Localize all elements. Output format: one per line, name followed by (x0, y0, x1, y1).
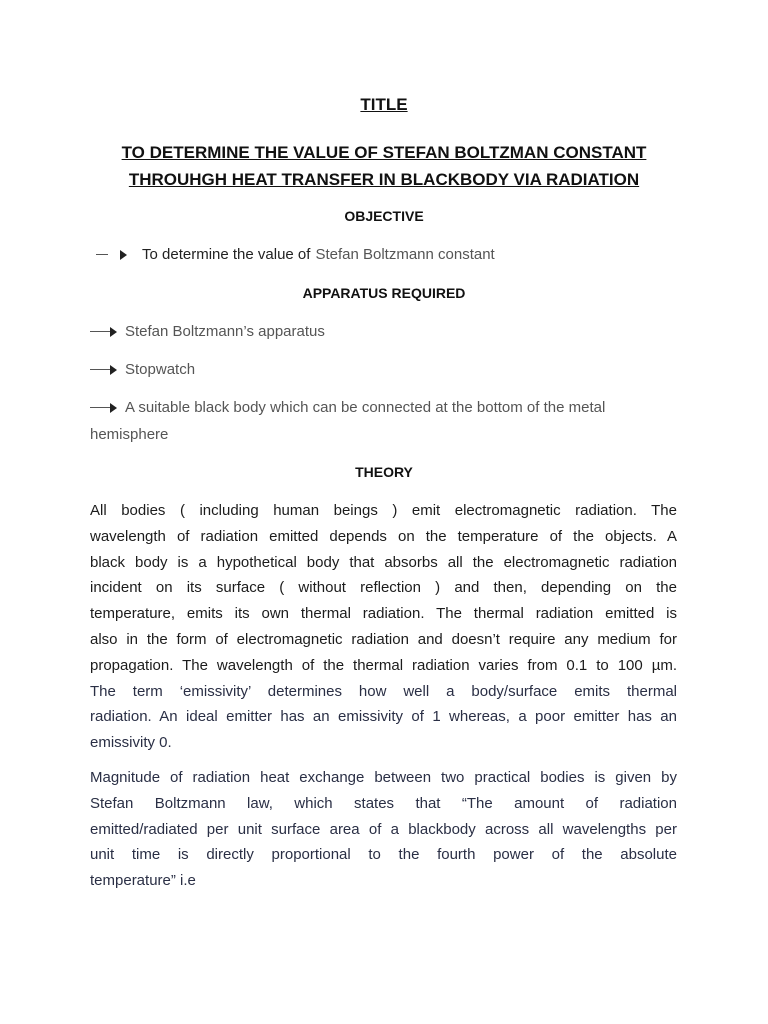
arrow-icon (90, 327, 117, 337)
paragraph-line: black body is a hypothetical body that absorbs all the electromagnetic radiation (90, 553, 677, 571)
title-word: TITLE (360, 95, 408, 114)
paragraph-line: wavelength of radiation emitted depends on the temperature of the objects. A (90, 527, 677, 545)
paragraph-line: temperature” i.e (90, 872, 196, 890)
paragraph-line: propagation. The wavelength of the thermal radiation varies from 0.1 to 100 µm. (90, 656, 677, 674)
apparatus-item-label: A suitable black body which can be connected at the bottom of the metal (125, 399, 606, 416)
paragraph-line: All bodies ( including human beings ) emit electromagnetic radiation. The (90, 502, 677, 519)
paragraph-line: The term ‘emissivity’ determines how well a body/surface emits thermal (90, 682, 677, 700)
arrow-icon (96, 250, 130, 260)
objective-item (96, 246, 495, 263)
arrow-icon (90, 403, 117, 413)
paragraph-line: Magnitude of radiation heat exchange between two practical bodies is given by (90, 769, 677, 786)
paragraph-line: emissivity 0. (90, 734, 172, 752)
main-title-line-1: TO DETERMINE THE VALUE OF STEFAN BOLTZMAN CONSTANT (121, 143, 647, 162)
arrow-icon (90, 365, 117, 375)
objective-heading: OBJECTIVE (344, 208, 424, 224)
theory-paragraph-2 (90, 765, 677, 894)
paragraph-line: unit time is directly proportional to the fourth power of the absolute (90, 846, 677, 864)
objective-item-suffix: Stefan Boltzmann constant (315, 246, 495, 263)
paragraph-line: incident on its surface ( without reflection ) and then, depending on the (90, 579, 677, 597)
apparatus-item (90, 361, 195, 378)
theory-heading: THEORY (355, 464, 413, 480)
paragraph-line: also in the form of electromagnetic radiation and doesn’t require any medium for (90, 630, 677, 648)
paragraph-line: radiation. An ideal emitter has an emissivity of 1 whereas, a poor emitter has an (90, 708, 677, 726)
apparatus-item-continuation: hemisphere (90, 426, 169, 443)
apparatus-item (90, 399, 605, 416)
apparatus-item-label: Stopwatch (125, 361, 196, 378)
main-title (0, 139, 768, 193)
apparatus-heading: APPARATUS REQUIRED (302, 285, 466, 301)
theory-paragraph-1 (90, 498, 677, 756)
paragraph-line: Stefan Boltzmann law, which states that “The amount of radiation (90, 794, 677, 812)
paragraph-line: emitted/radiated per unit surface area of a blackbody across all wavelengths per (90, 820, 677, 838)
main-title-line-2: THROUHGH HEAT TRANSFER IN BLACKBODY VIA RADIATION (128, 170, 640, 189)
apparatus-item (90, 323, 325, 340)
paragraph-line: temperature, emits its own thermal radiation. The thermal radiation emitted is (90, 605, 677, 623)
objective-item-prefix: To determine the value of (142, 246, 311, 263)
apparatus-item-label: Stefan Boltzmann’s apparatus (125, 323, 325, 340)
